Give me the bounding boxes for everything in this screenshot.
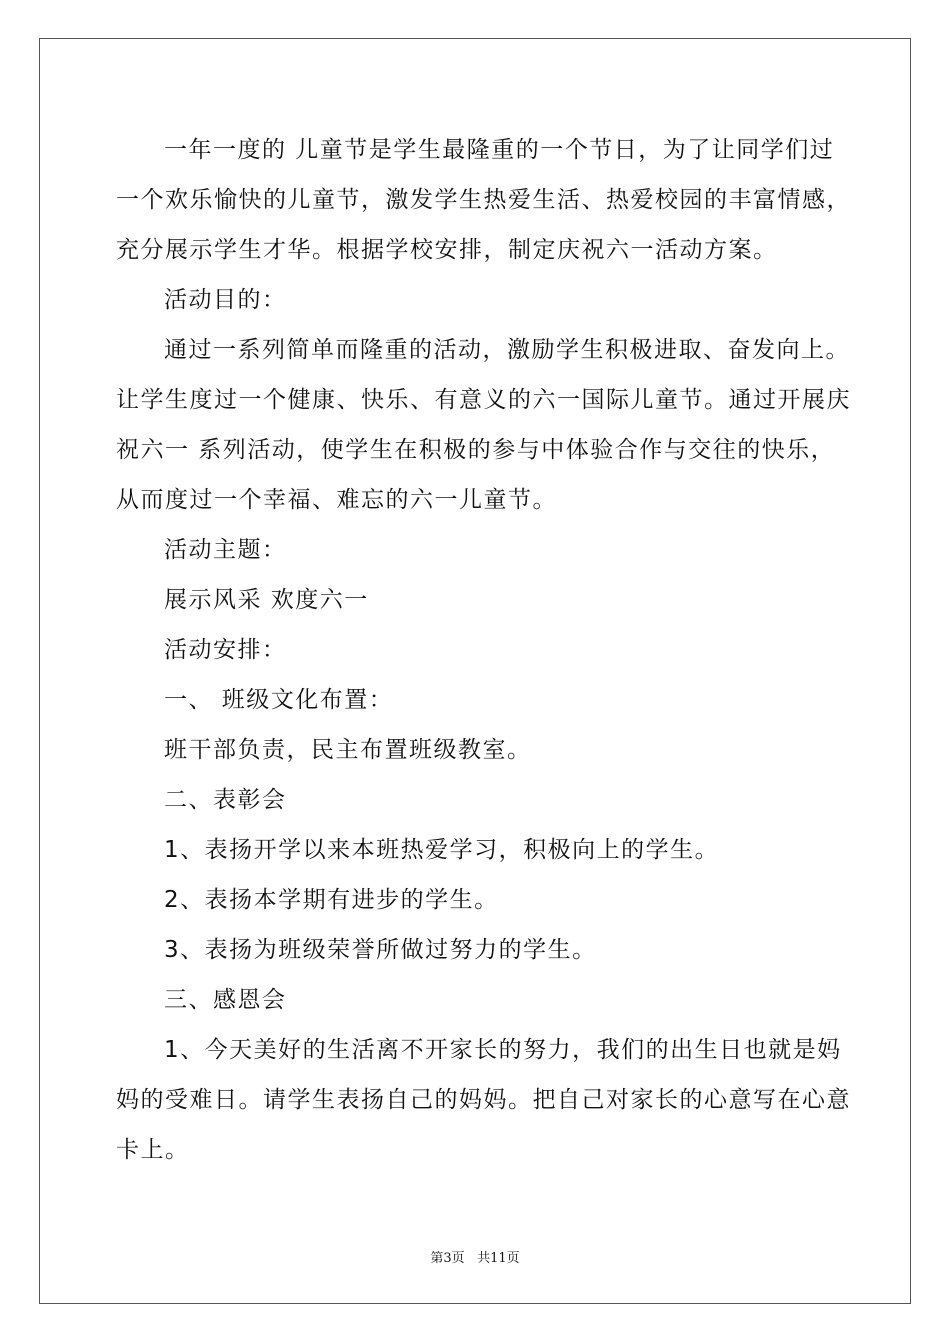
- text-line: 3、表扬为班级荣誉所做过努力的学生。: [164, 937, 597, 963]
- text-line: 充分展示学生才华。根据学校安排，制定庆祝六一活动方案。: [116, 237, 778, 263]
- text-line: 展示风采 欢度六一: [164, 587, 369, 613]
- text-line: 2、表扬本学期有进步的学生。: [164, 887, 499, 913]
- text-line: 从而度过一个幸福、难忘的六一儿童节。: [116, 487, 557, 513]
- text-line: 班干部负责，民主布置班级教室。: [164, 737, 532, 763]
- text-line: 一个欢乐愉快的儿童节，激发学生热爱生活、热爱校园的丰富情感，: [116, 187, 851, 213]
- text-line: 一、 班级文化布置：: [164, 687, 394, 713]
- text-line: 卡上。: [116, 1137, 190, 1163]
- text-line: 二、表彰会: [164, 787, 287, 813]
- text-line: 让学生度过一个健康、快乐、有意义的六一国际儿童节。通过开展庆: [116, 387, 851, 413]
- text-line: 通过一系列简单而隆重的活动，激励学生积极进取、奋发向上。: [164, 337, 850, 363]
- text-line: 1、今天美好的生活离不开家长的努力，我们的出生日也就是妈: [164, 1037, 842, 1063]
- page-number: 第3页: [430, 1251, 465, 1266]
- text-line: 活动主题：: [164, 537, 287, 563]
- text-line: 一年一度的 儿童节是学生最隆重的一个节日，为了让同学们过: [164, 137, 835, 163]
- text-line: 妈的受难日。请学生表扬自己的妈妈。把自己对家长的心意写在心意: [116, 1087, 851, 1113]
- document-body: [116, 130, 851, 1180]
- page-footer: [0, 1247, 950, 1266]
- text-line: 三、感恩会: [164, 987, 287, 1013]
- text-line: 祝六一 系列活动，使学生在积极的参与中体验合作与交往的快乐，: [116, 437, 836, 463]
- text-line: 活动目的：: [164, 287, 287, 313]
- text-line: 1、表扬开学以来本班热爱学习，积极向上的学生。: [164, 837, 720, 863]
- text-line: 活动安排：: [164, 637, 287, 663]
- page-total: 共11页: [477, 1251, 520, 1266]
